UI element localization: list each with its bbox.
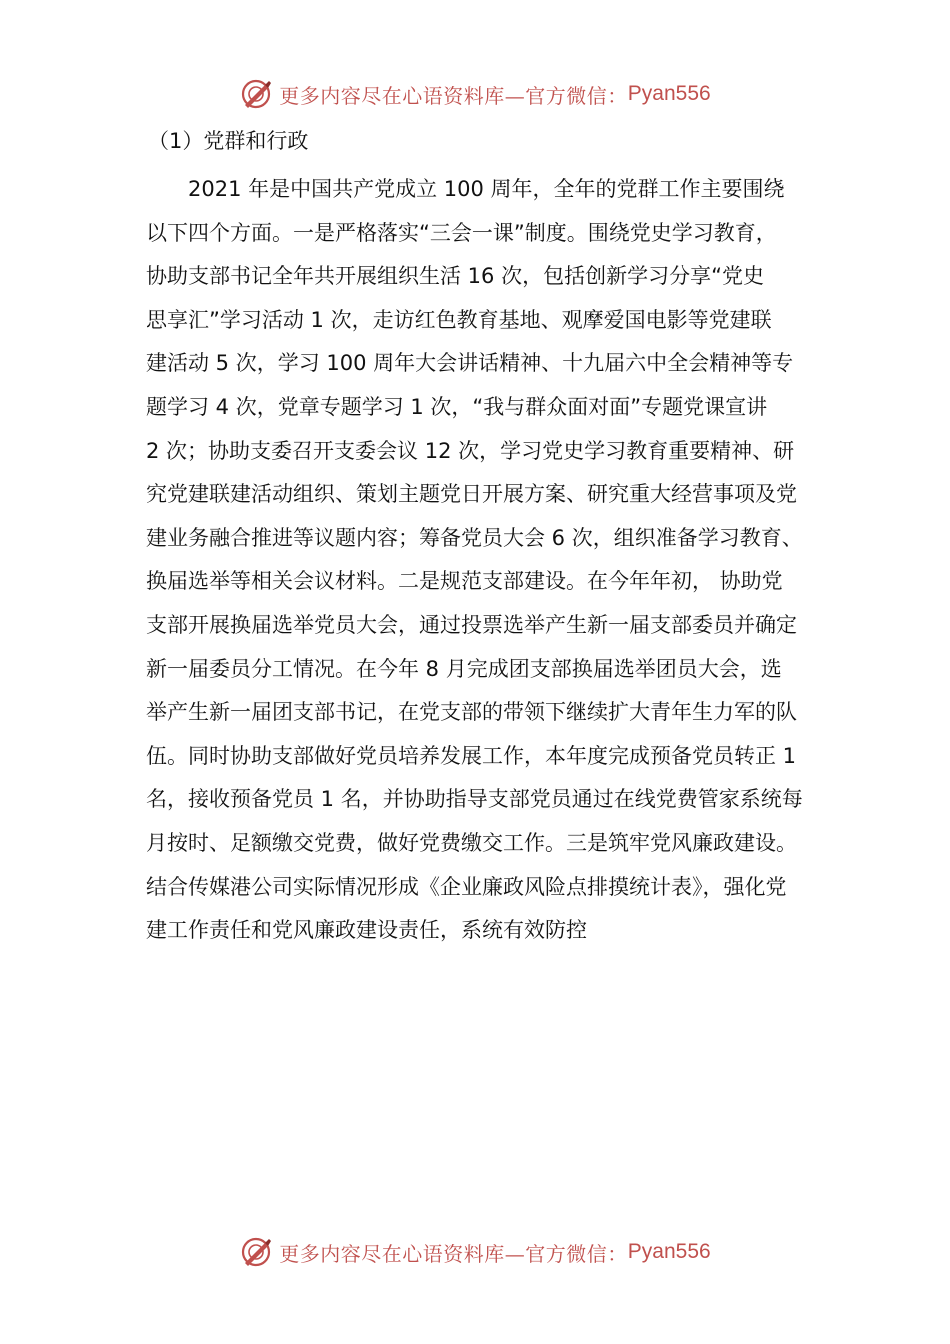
paragraph-line: 伍。同时协助支部做好党员培养发展工作，本年度完成预备党员转正 1 [146, 743, 797, 768]
paragraph-line: 题学习 4 次，党章专题学习 1 次，“我与群众面对面”专题党课宣讲 [146, 394, 768, 419]
paragraph-line: 支部开展换届选举党员大会，通过投票选举产生新一届支部委员并确定 [146, 612, 797, 637]
watermark-footer [0, 1232, 950, 1272]
paragraph-line: 2021 年是中国共产党成立 100 周年，全年的党群工作主要围绕 [188, 177, 785, 201]
watermark-wechat-id: Pyan556 [627, 82, 711, 105]
paragraph-line: 究党建联建活动组织、策划主题党日开展方案、研究重大经营事项及党 [146, 482, 797, 507]
watermark-wechat-id: Pyan556 [627, 1240, 711, 1263]
paragraph-line: 换届选举等相关会议材料。二是规范支部建设。在今年年初， 协助党 [146, 569, 783, 594]
pen-seal-icon [239, 1235, 273, 1269]
paragraph-line: 思享汇”学习活动 1 次，走访红色教育基地、观摩爱国电影等党建联 [146, 307, 772, 332]
paragraph-line: 2 次；协助支委召开支委会议 12 次，学习党史学习教育重要精神、研 [146, 438, 795, 463]
paragraph-line: 以下四个方面。一是严格落实“三会一课”制度。围绕党史学习教育， [146, 220, 777, 245]
paragraph-line: 建工作责任和党风廉政建设责任，系统有效防控 [146, 918, 587, 943]
paragraph-line: 结合传媒港公司实际情况形成《企业廉政风险点排摸统计表》，强化党 [146, 874, 787, 899]
section-heading: （1）党群和行政 [148, 129, 309, 153]
watermark-text: 更多内容尽在心语资料库—官方微信： [279, 83, 628, 108]
paragraph-line: 协助支部书记全年共开展组织生活 16 次，包括创新学习分享“党史 [146, 264, 764, 289]
paragraph-line: 月按时、足额缴交党费，做好党费缴交工作。三是筑牢党风廉政建设。 [146, 830, 797, 855]
paragraph-line: 新一届委员分工情况。在今年 8 月完成团支部换届选举团员大会，选 [146, 656, 782, 681]
watermark-text: 更多内容尽在心语资料库—官方微信： [279, 1241, 628, 1266]
watermark-header [0, 74, 950, 114]
body-paragraph [146, 172, 826, 957]
paragraph-line: 建业务融合推进等议题内容；筹备党员大会 6 次，组织准备学习教育、 [146, 525, 803, 550]
pen-seal-icon [239, 77, 273, 111]
paragraph-line: 举产生新一届团支部书记，在党支部的带领下继续扩大青年生力军的队 [146, 700, 797, 725]
paragraph-line: 建活动 5 次，学习 100 周年大会讲话精神、十九届六中全会精神等专 [146, 351, 794, 376]
paragraph-line: 名，接收预备党员 1 名，并协助指导支部党员通过在线党费管家系统每 [146, 787, 803, 812]
